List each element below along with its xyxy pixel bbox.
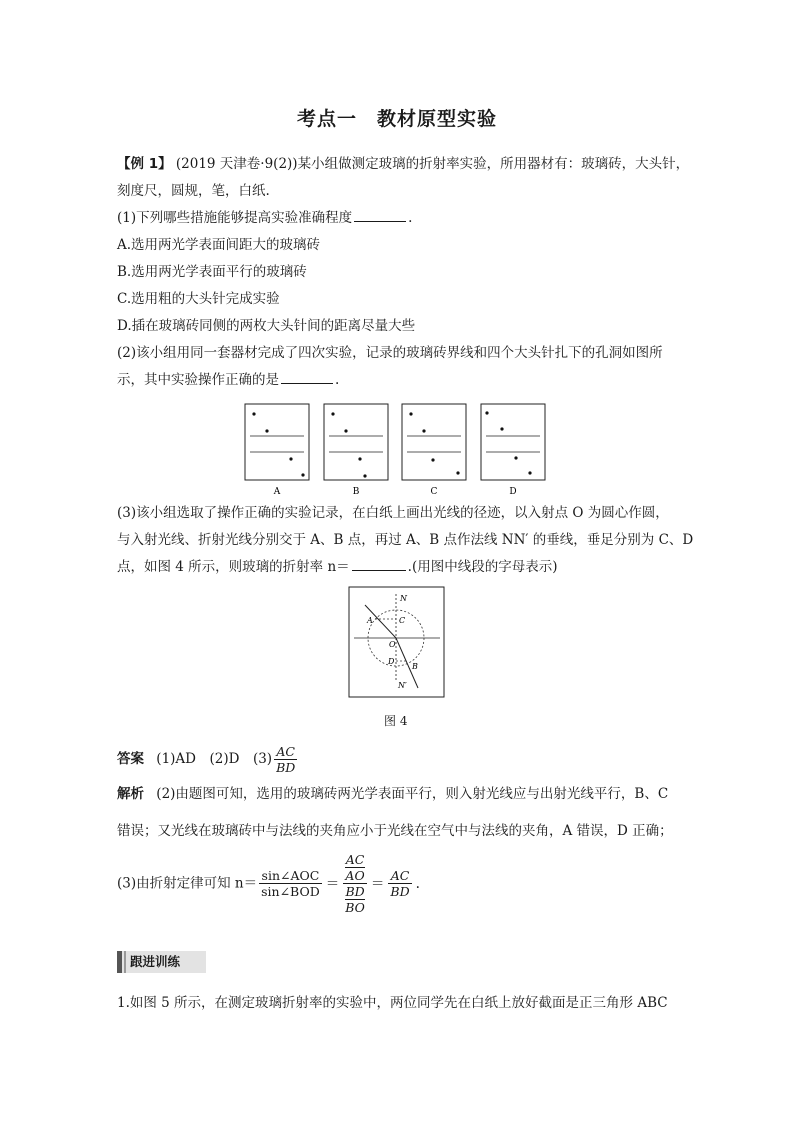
page-title: 考点一 教材原型实验 xyxy=(296,108,497,130)
example-tag: 【例 1】 xyxy=(117,156,172,172)
analysis-line-3: (3)由折射定律可知 n＝ $\frac{\text{sin∠AOC}}{\text{sin∠BOD}}$ ＝ AC AO BD BO ＝ $\frac{AC}{BD}$ . xyxy=(117,852,420,915)
question-3-line-1: (3)该小组选取了操作正确的实验记录，在白纸上画出光线的径迹，以入射点 O 为圆心作圆， xyxy=(117,505,669,521)
panel-label-b: B xyxy=(352,487,360,497)
panel-label-a: A xyxy=(273,487,281,497)
final-fraction: $\frac{AC}{BD}$ xyxy=(390,868,410,899)
question-2-line-2: 示，其中实验操作正确的是 . xyxy=(117,372,340,388)
option-b: B.选用两光学表面平行的玻璃砖 xyxy=(117,264,307,280)
analysis-line-1: 解析 (2)由题图可知，选用的玻璃砖两光学表面平行，则入射光线应与出射光线平行，B、C xyxy=(117,786,669,802)
option-d: D.插在玻璃砖同侧的两枚大头针间的距离尽量大些 xyxy=(117,318,416,334)
label-b: B xyxy=(412,662,418,671)
answer-fraction: $\frac{AC}{BD}$ xyxy=(276,744,296,775)
question-3-line-3: 点，如图 4 所示，则玻璃的折射率 n＝ .(用图中线段的字母表示) xyxy=(117,559,558,575)
option-a: A.选用两光学表面间距大的玻璃砖 xyxy=(117,237,321,253)
panel-d xyxy=(481,404,545,497)
label-d: D xyxy=(388,657,395,666)
label-c: C xyxy=(399,616,406,625)
answer-line: 答案 (1)AD (2)D (3) $\frac{AC}{BD}$ xyxy=(117,744,296,775)
pin-holes-figure xyxy=(240,400,550,500)
answer-blank-2 xyxy=(281,371,333,384)
panel-label-d: D xyxy=(509,487,517,497)
question-1: (1)下列哪些措施能够提高实验准确程度 . xyxy=(117,210,413,226)
panel-b xyxy=(324,404,388,497)
label-n: N xyxy=(400,594,407,603)
answer-blank-1 xyxy=(354,209,406,222)
example-line-2: 刻度尺，圆规，笔，白纸. xyxy=(117,183,270,199)
panel-label-c: C xyxy=(430,487,438,497)
figure-4-caption: 图 4 xyxy=(384,714,408,728)
problem-1: 1.如图 5 所示，在测定玻璃折射率的实验中，两位同学先在白纸上放好截面是正三角形 ABC xyxy=(117,995,668,1011)
label-o: O xyxy=(389,640,396,649)
option-c: C.选用粗的大头针完成实验 xyxy=(117,291,280,307)
panel-c xyxy=(402,404,466,497)
panel-a xyxy=(245,404,309,497)
label-n-prime: N′ xyxy=(398,681,407,690)
question-3-line-2: 与入射光线、折射光线分别交于 A、B 点，再过 A、B 点作法线 NN′ 的垂线，垂足分别为 C、D xyxy=(117,532,694,548)
question-2-line-1: (2)该小组用同一套器材完成了四次实验，记录的玻璃砖界线和四个大头针扎下的孔洞如图所 xyxy=(117,345,663,361)
label-a: A xyxy=(367,616,373,625)
ratio-fraction: AC AO BD BO xyxy=(345,852,365,915)
example-line-1: 【例 1】 (2019 天津卷·9(2))某小组做测定玻璃的折射率实验，所用器材有：玻璃砖，大头针， xyxy=(117,156,690,172)
analysis-line-2: 错误；又光线在玻璃砖中与法线的夹角应小于光线在空气中与法线的夹角，A 错误，D 正确； xyxy=(117,823,673,839)
analysis-label: 解析 xyxy=(117,786,144,802)
section-heading: 跟进训练 xyxy=(117,951,206,973)
answer-blank-3 xyxy=(352,558,406,571)
figure-4 xyxy=(348,586,446,698)
answer-label: 答案 xyxy=(117,751,144,767)
sine-fraction: $\frac{\text{sin∠AOC}}{\text{sin∠BOD}}$ xyxy=(261,868,320,899)
